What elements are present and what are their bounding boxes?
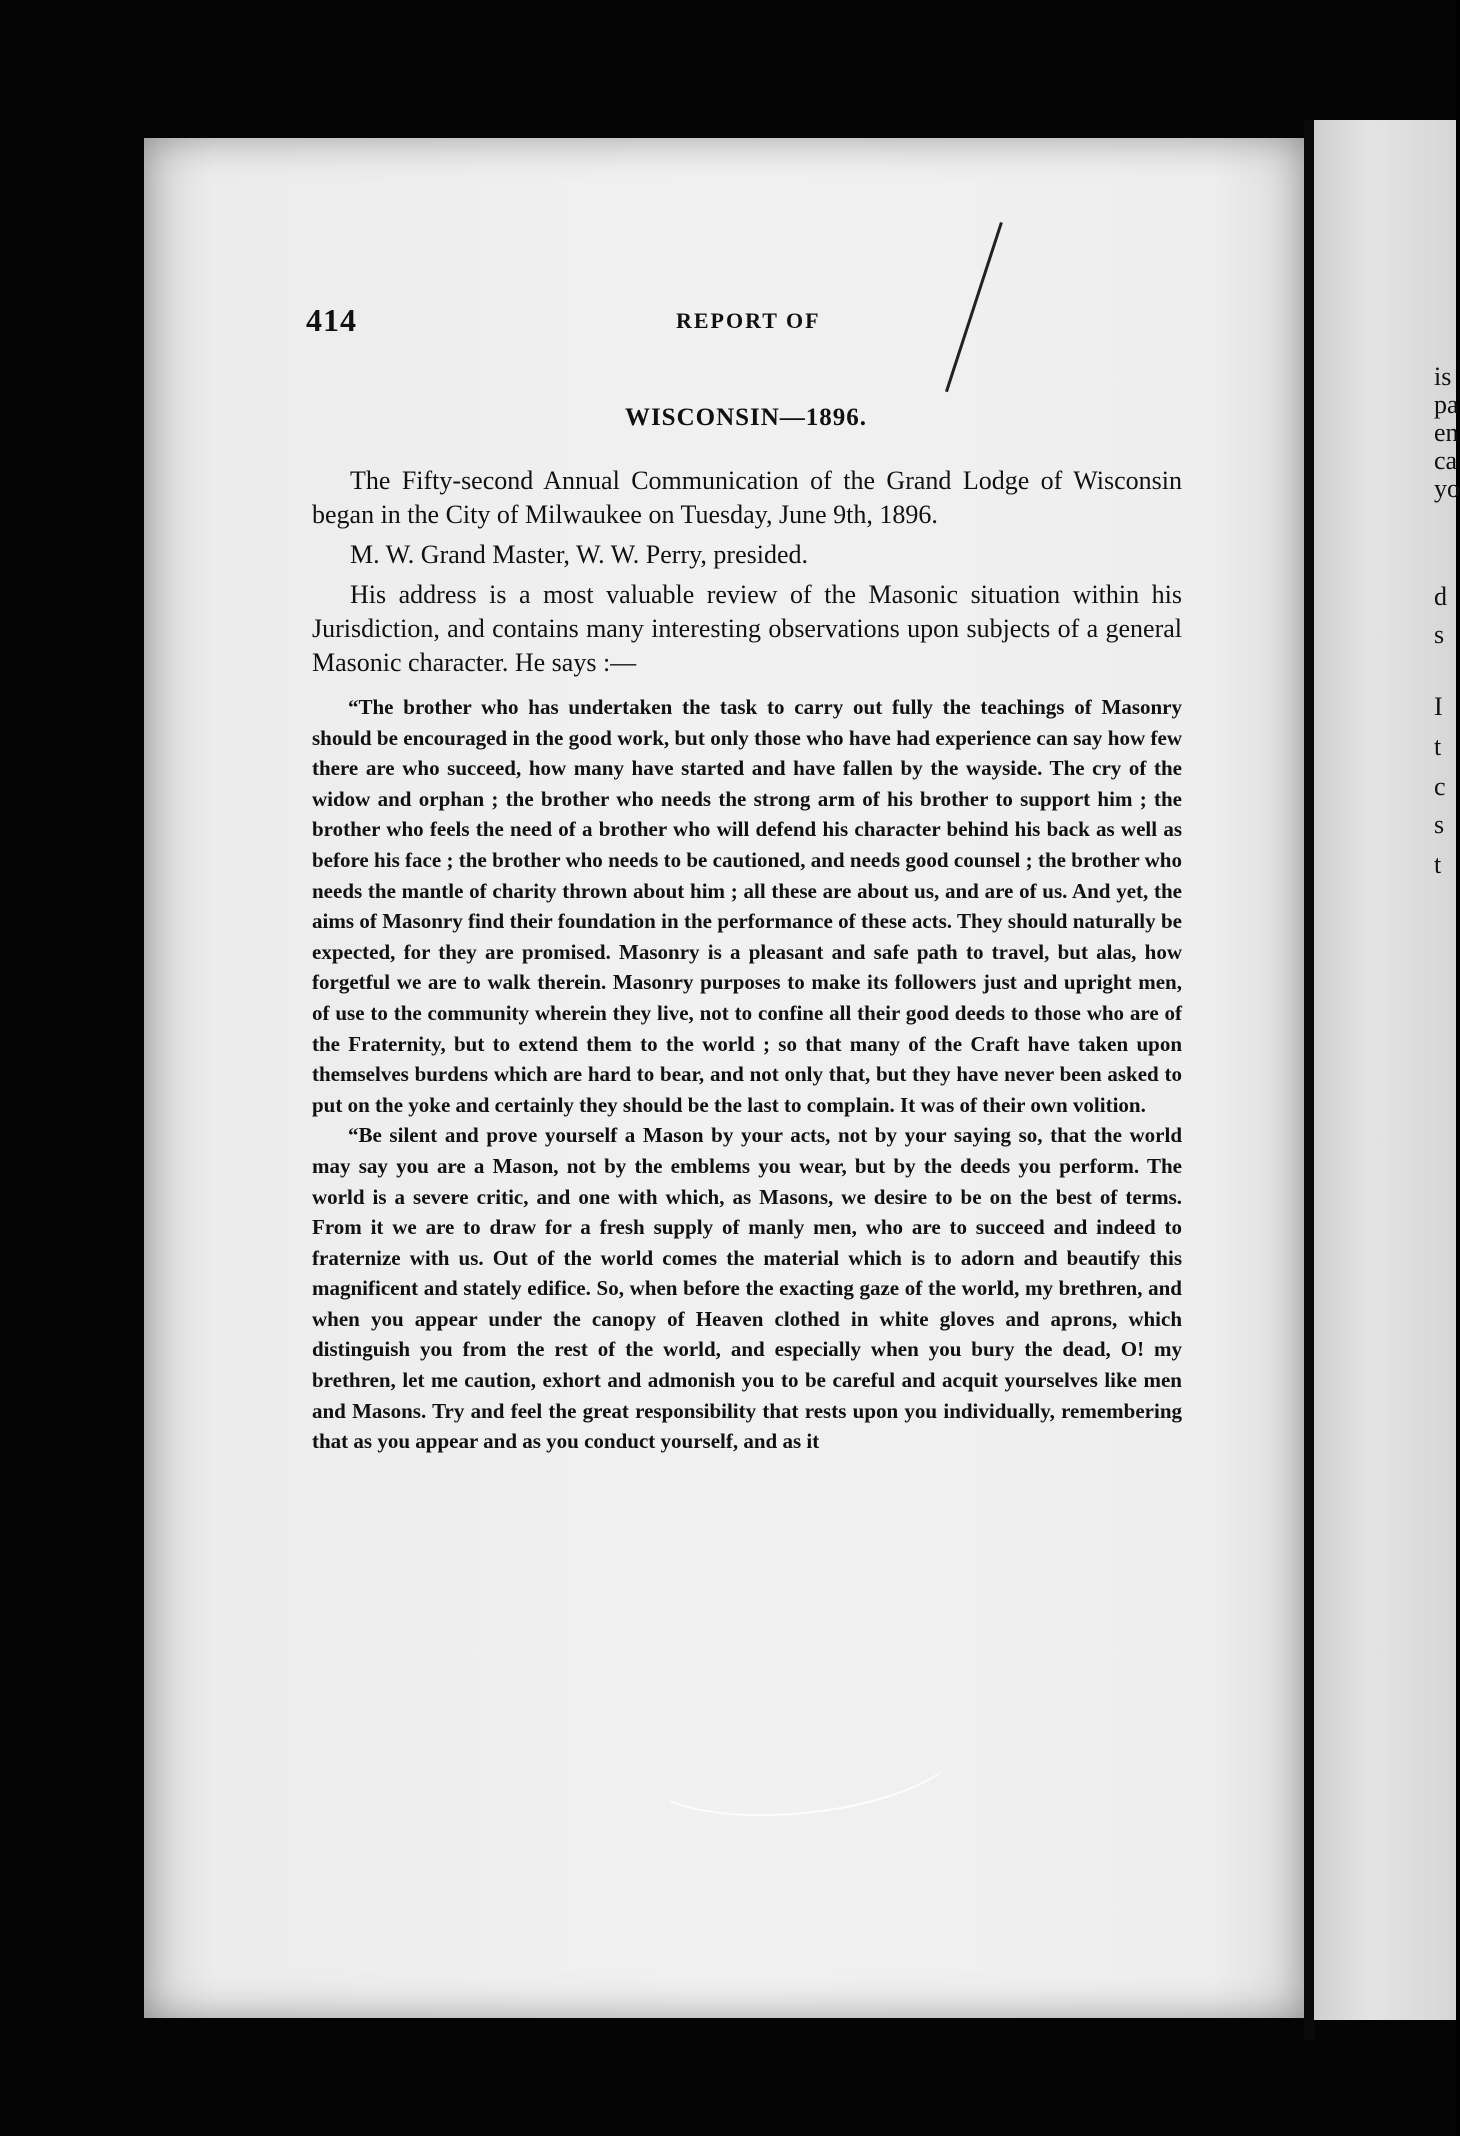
- quote-paragraph: “Be silent and prove yourself a Mason by your acts, not by your saying so, that the world may say you are a Mason, not by the emblems you wear, but by the deeds you perform. The world is a severe critic, and one with which, as Masons, we desire to be on the best of terms. From it we are to draw for a fresh supply of manly men, who are to succeed and indeed to fraternize with us. Out of the world comes the material which is to adorn and beautify this magnificent and stately edifice. So, when before the exacting gaze of the world, my brethren, and when you appear under the canopy of Heaven clothed in white gloves and aprons, which distinguish you from the rest of the world, and especially when you bury the dead, O! my brethren, let me caution, exhort and admonish you to be careful and acquit yourselves like men and Masons. Try and feel the great responsibility that rests upon you individually, remembering that as you appear and as you conduct yourself, and as it: [312, 1123, 1182, 1454]
- adjacent-fragment: yo: [1434, 474, 1460, 503]
- page-number: 414: [306, 302, 357, 338]
- adjacent-fragment: d: [1434, 582, 1447, 611]
- body-paragraph: M. W. Grand Master, W. W. Perry, presided.: [350, 540, 809, 569]
- running-head: [306, 302, 1186, 342]
- adjacent-fragment: ca: [1434, 446, 1458, 475]
- adjacent-fragment: s: [1434, 810, 1445, 839]
- adjacent-fragment: is: [1434, 362, 1452, 391]
- running-head-title: REPORT OF: [676, 308, 821, 333]
- adjacent-fragment: pa: [1434, 390, 1459, 419]
- body-paragraph: His address is a most valuable review of the Masonic situation within his Jurisdiction, and contains many interesting observations upon subjects of a general Masonic character. He says :—: [312, 580, 1182, 677]
- page-body: [312, 464, 1182, 1457]
- adjacent-page: [1314, 120, 1460, 2020]
- gutter-line: [1304, 120, 1314, 2040]
- adjacent-fragment: c: [1434, 772, 1446, 801]
- adjacent-fragment: I: [1434, 692, 1443, 721]
- adjacent-fragment: en: [1434, 418, 1459, 447]
- quote-paragraph: “The brother who has undertaken the task to carry out fully the teachings of Masonry should be encouraged in the good work, but only those who have had experience can say how few there are who succeed, how many have started and have fallen by the wayside. The cry of the widow and orphan ; the brother who needs the strong arm of his brother to support him ; the brother who feels the need of a brother who will defend his character behind his back as well as before his face ; the brother who needs to be cautioned, and needs good counsel ; the brother who needs the mantle of charity thrown about him ; all these are about us, and are of us. And yet, the aims of Masonry find their foundation in the performance of these acts. They should naturally be expected, for they are promised. Masonry is a pleasant and safe path to travel, but alas, how forgetful we are to walk therein. Masonry purposes to make its followers just and upright men, of use to the community wherein they live, not to confine all their good deeds to those who are of the Fraternity, but to extend them to the world ; so that many of the Craft have taken upon themselves burdens which are hard to bear, and not only that, but they have never been asked to put on the yoke and certainly they should be the last to complain. It was of their own volition.: [312, 695, 1182, 1117]
- address-quotation: [312, 692, 1182, 1457]
- section-title: WISCONSIN—1896.: [624, 404, 868, 431]
- adjacent-fragment: s: [1434, 620, 1445, 649]
- body-paragraph: The Fifty-second Annual Communication of the Grand Lodge of Wisconsin began in the City of Milwaukee on Tuesday, June 9th, 1896.: [312, 466, 1182, 529]
- adjacent-fragment: t: [1434, 850, 1442, 879]
- adjacent-fragment: t: [1434, 732, 1442, 761]
